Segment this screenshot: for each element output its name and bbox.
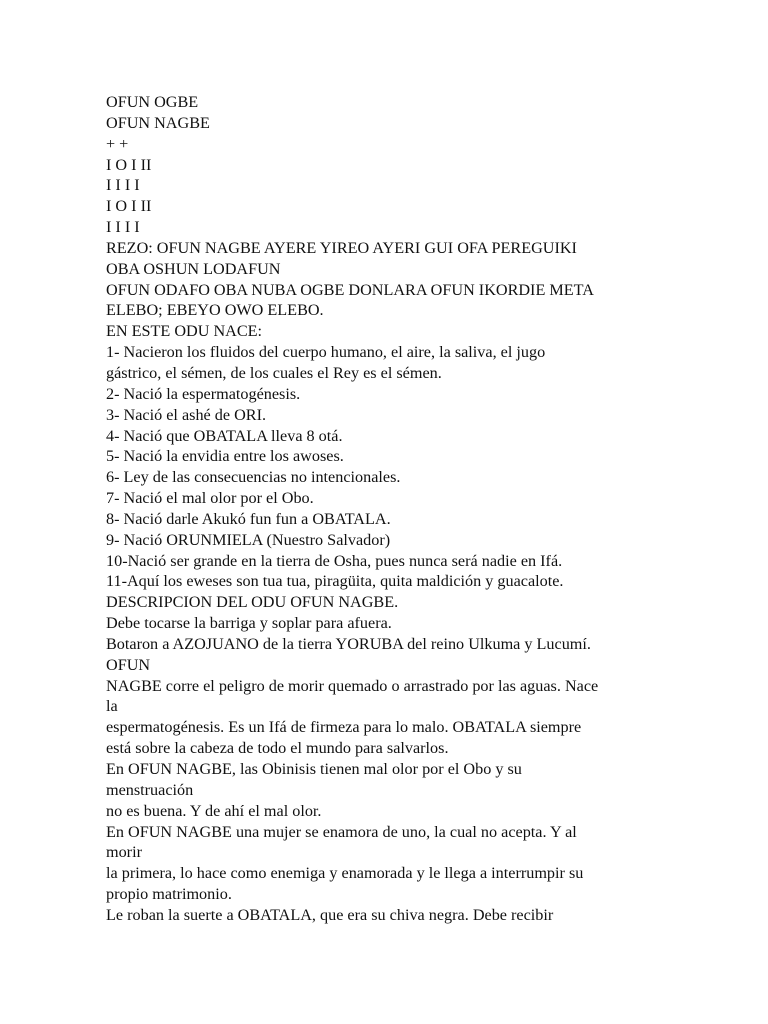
text-line: OBA OSHUN LODAFUN	[106, 259, 281, 278]
text-line: DESCRIPCION DEL ODU OFUN NAGBE.	[106, 593, 399, 612]
text-line: OFUN ODAFO OBA NUBA OGBE DONLARA OFUN IKORDIE META	[106, 280, 594, 299]
text-line: En OFUN NAGBE, las Obinisis tienen mal olor por el Obo y su	[106, 760, 522, 778]
text-line: 3- Nació el ashé de ORI.	[106, 405, 267, 424]
text-line: OFUN	[106, 655, 151, 674]
text-line: 9- Nació ORUNMIELA (Nuestro Salvador)	[106, 530, 391, 549]
text-line: 6- Ley de las consecuencias no intencionales.	[106, 468, 401, 487]
text-line: la primera, lo hace como enemiga y enamorada y le llega a interrumpir su	[106, 864, 584, 883]
text-line: gástrico, el sémen, de los cuales el Rey es el sémen.	[106, 363, 442, 382]
text-line: 1- Nacieron los fluidos del cuerpo humano, el aire, la saliva, el jugo	[106, 343, 546, 362]
text-line: menstruación	[106, 780, 194, 799]
text-line: I O I II	[106, 197, 152, 216]
text-line: morir	[106, 843, 142, 862]
text-line: ELEBO; EBEYO OWO ELEBO.	[106, 301, 324, 320]
text-line: 11-Aquí los eweses son tua tua, piragüita, quita maldición y guacalote.	[106, 572, 564, 591]
text-line: REZO: OFUN NAGBE AYERE YIREO AYERI GUI OFA PEREGUIKI	[106, 238, 577, 257]
text-line: EN ESTE ODU NACE:	[106, 322, 263, 341]
text-line: la	[106, 697, 118, 716]
text-line: no es buena. Y de ahí el mal olor.	[106, 801, 322, 820]
text-line: Botaron a AZOJUANO de la tierra YORUBA del reino Ulkuma y Lucumí.	[106, 634, 591, 653]
text-line: 7- Nació el mal olor por el Obo.	[106, 489, 314, 508]
text-line: Le roban la suerte a OBATALA, que era su chiva negra. Debe recibir	[106, 905, 554, 924]
text-line: espermatogénesis. Es un Ifá de firmeza para lo malo. OBATALA siempre	[106, 718, 582, 737]
text-line: OFUN OGBE	[106, 93, 199, 111]
text-line: + +	[106, 134, 129, 153]
text-line: I O I II	[106, 155, 152, 174]
text-line: está sobre la cabeza de todo el mundo para salvarlos.	[106, 739, 449, 758]
text-line: Debe tocarse la barriga y soplar para afuera.	[106, 614, 392, 633]
text-line: I I I I	[106, 176, 140, 195]
text-line: En OFUN NAGBE una mujer se enamora de uno, la cual no acepta. Y al	[106, 822, 577, 841]
text-line: OFUN NAGBE	[106, 113, 210, 132]
text-line: 5- Nació la envidia entre los awoses.	[106, 447, 344, 466]
text-line: 2- Nació la espermatogénesis.	[106, 384, 301, 403]
text-line: 10-Nació ser grande en la tierra de Osha, pues nunca será nadie en Ifá.	[106, 551, 563, 570]
text-line: I I I I	[106, 218, 140, 237]
text-line: NAGBE corre el peligro de morir quemado o arrastrado por las aguas. Nace	[106, 676, 599, 695]
document-text	[106, 92, 666, 926]
text-line: propio matrimonio.	[106, 885, 232, 904]
text-line: 8- Nació darle Akukó fun fun a OBATALA.	[106, 509, 391, 528]
text-line: 4- Nació que OBATALA lleva 8 otá.	[106, 426, 343, 445]
